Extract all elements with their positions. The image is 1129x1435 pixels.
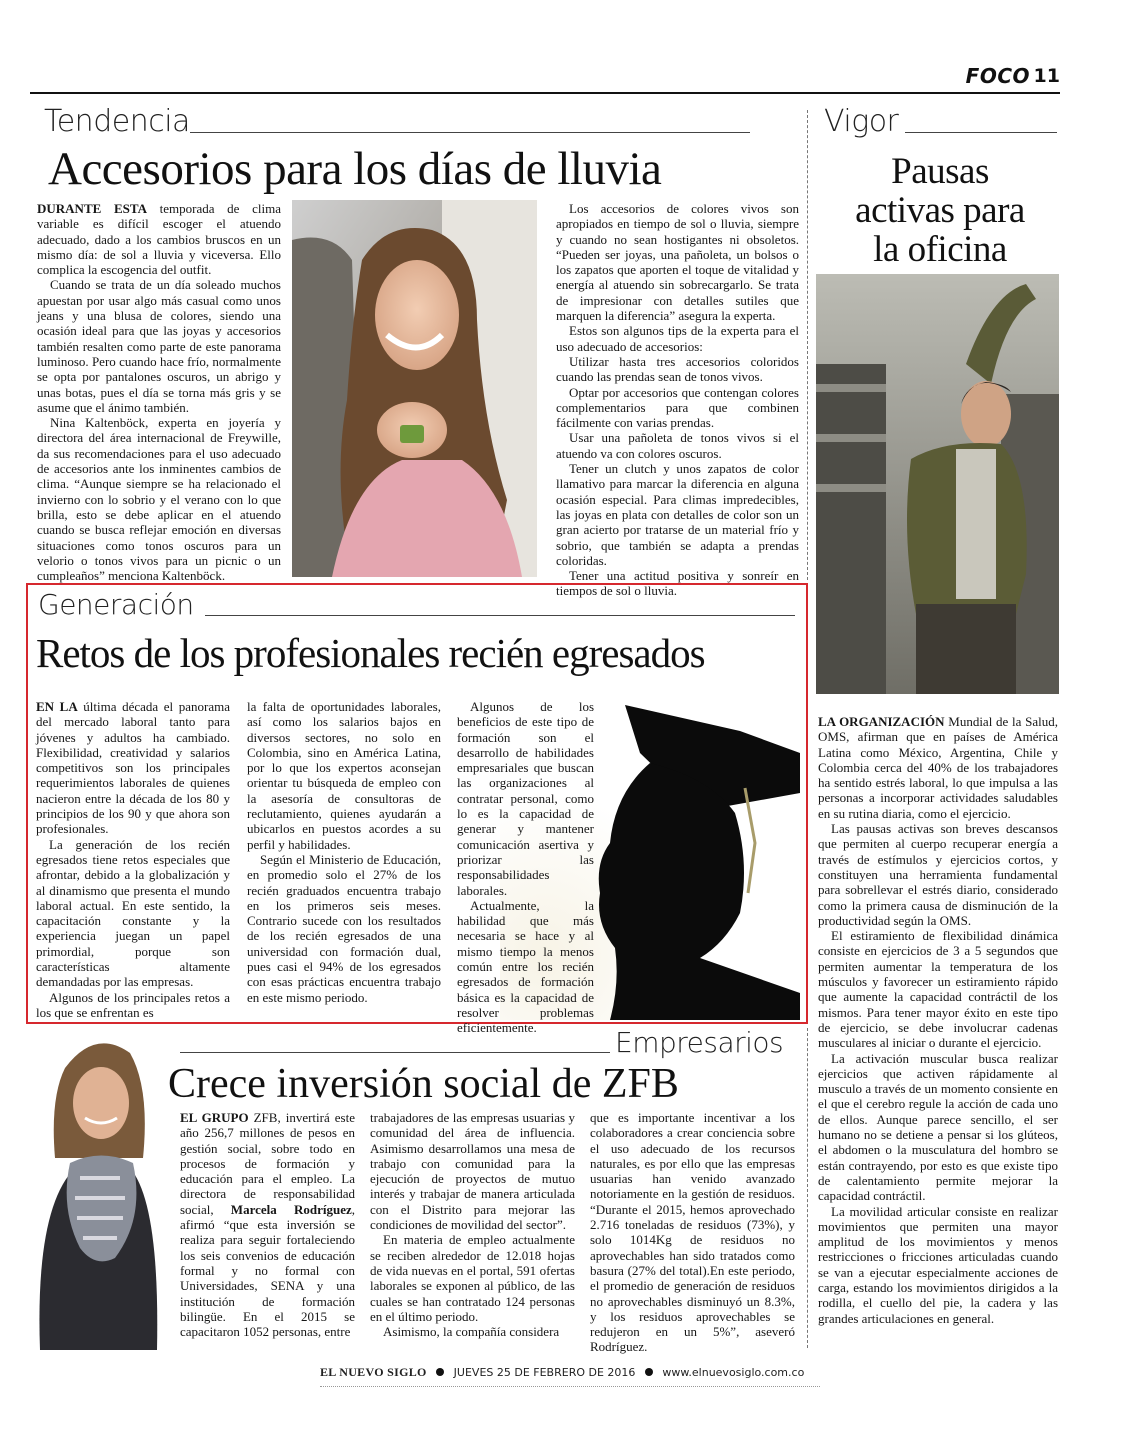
website-link[interactable]: www.elnuevosiglo.com.co: [662, 1366, 805, 1379]
man-stretching-photo: [816, 274, 1059, 694]
kicker-rule: [205, 615, 795, 616]
tendencia-column-2: [556, 201, 799, 599]
paragraph: La activación muscular busca realizar ejercicios que activen rápidamente al musculo a través de un momento consiente en el que el cerebro regule la acción de cada uno de ellos. Aunque parece sencillo, el ser humano no se detiene a pensar si los glúteos, el abdomen o la musculatura del hombro se están contrayendo, por esto es que existe tipo de calentamiento permite mejorar la capacidad contráctil.: [818, 1050, 1058, 1204]
empresarios-column-2: [370, 1110, 575, 1339]
empresarios-column-1: [180, 1110, 355, 1339]
paragraph: que es importante incentivar a los colaboradores a crear conciencia sobre el uso adecuado de los recursos naturales, es por ello que las empresas usuarias han venido avanzado notoriamente en la gestión de residuos. “Durante el 2015, hemos aprovechado 2.716 toneladas de residuos (73%), y solo 1014Kg de residuos no aprovechables han sido tratados como basura (27% del total).En este periodo, el promedio de generación de residuos no aprovechables disminuyó un 8.3%, y los residuos aprovechables se redujeron en un 5%”, aseveró Rodríguez.: [590, 1110, 795, 1355]
paragraph: Optar por accesorios que contengan colores complementarios para que combinen fácilmente con varias prendas.: [556, 384, 799, 431]
paragraph: En materia de empleo actualmente se reciben alrededor de 12.018 hojas de vida nuevas en el portal, 591 ofertas laborales se exponen al público, de las cuales se han contratado 124 personas en el último periodo.: [370, 1232, 575, 1324]
paragraph: Tener un clutch y unos zapatos de color llamativo para marcar la diferencia en alguna ocasión especial. Para climas impredecibles, las joyas en plata con detalles de color son un gran acierto por tratarse de un material frío y sobrio, que también se adapta a prendas coloridas.: [556, 461, 799, 568]
tendencia-headline: Accesorios para los días de lluvia: [48, 143, 662, 195]
paragraph: Asimismo, la compañía considera: [383, 1324, 560, 1340]
paragraph: EN LA última década el panorama del mercado laboral tanto para jóvenes y adultos ha cambiado. Flexibilidad, creatividad y salarios competitivos son los principales requerimientos laborales de quienes nacieron entre la década de los 80 y principios de los 90 y que ahora son profesionales.: [36, 699, 230, 837]
paragraph: LA ORGANIZACIÓN Mundial de la Salud, OMS, afirman que en países de América Latina como México, Argentina, Chile y Colombia cerca del 40% de los trabajadores ha sentido estrés laboral, lo que impulsa a las personas a incorporar actividades saludables en su rutina diaria, como el ejercicio.: [818, 714, 1058, 821]
generacion-kicker: Generación: [38, 588, 194, 621]
paragraph: El estiramiento de flexibilidad dinámica consiste en ejercicios de 3 a 5 segundos que permiten aumentar la temperatura de los músculos y favorecer un estiramiento rápido que aumente la capacidad contráctil de los mismos. Para tener mayor éxito en este tipo de ejercicio, se debe involucrar cadenas musculares al iniciar o durante el ejercicio.: [818, 928, 1058, 1051]
bullet-icon: [436, 1368, 444, 1376]
paragraph: La generación de los recién egresados tiene retos especiales que afrontar, debido a la globalización y al dinamismo que presenta el mundo laboral actual. En este sentido, la capacitación constante y la experiencia juegan un papel primordial, porque son características altamente demandadas por las empresas.: [36, 836, 230, 990]
paragraph: Estos son algunos tips de la experta para el uso adecuado de accesorios:: [556, 323, 799, 354]
page-footer: [320, 1365, 820, 1385]
paragraph: La movilidad articular consiste en realizar movimientos que permiten una mayor amplitud de los movimientos y menos restricciones o fricciones articuladas cuando se van a ejecutar especialmente acciones de carga, estando los movimientos dirigidos a la rodilla, el cuello del pie, la cadera y las grandes articulaciones en general.: [818, 1203, 1058, 1326]
generacion-column-2: [247, 699, 441, 1005]
bullet-icon: [645, 1368, 653, 1376]
paragraph: EL GRUPO ZFB, invertirá este año 256,7 millones de pesos en gestión social, sobre todo en procesos de formación y educación para el empleo. La directora de responsabilidad social, Marcela Rodríguez, afirmó “que esta inversión se realiza para seguir fortaleciendo los seis convenios de educación formal y no formal con Universidades, SENA y una institución de formación bilingüe. En el 2015 se capacitaron 1052 personas, entre: [180, 1110, 355, 1340]
paragraph: la falta de oportunidades laborales, así como los salarios bajos en diversos sectores, no solo en Colombia, sino en América Latina, por lo que los expertos aconsejan orientar tu búsqueda de empleo con la asesoría de consultoras de reclutamiento, quienes ayudarán a ubicarlos en puestos acordes a su perfil y habilidades.: [247, 699, 441, 852]
generacion-headline: Retos de los profesionales recién egresados: [36, 630, 705, 676]
vigor-body: [818, 714, 1058, 1326]
vigor-kicker: Vigor: [824, 104, 899, 139]
kicker-rule: [190, 132, 750, 133]
paragraph: Nina Kaltenböck, experta en joyería y directora del área internacional de Freywille, da sus recomendaciones para el uso adecuado de accesorios ante los inminentes cambios de clima. “Aunque siempre se ha relacionado el invierno con lo sobrio y el verano con lo que brilla, esto se debe aplicar en el atuendo cuando se busca reflejar emoción en diversas situaciones como tonos oscuros para un velorio o tonos vivos para un picnic o un cumpleaños” menciona Kaltenböck.: [37, 415, 281, 584]
paragraph: Algunos de los beneficios de este tipo de formación son el desarrollo de habilidades empresariales que buscan las organizaciones al contratar personal, como lo es la capacidad de generar y mantener comunicación asertiva y priorizar las responsabilidades laborales.: [457, 699, 594, 898]
tendencia-kicker: Tendencia: [44, 104, 190, 139]
paragraph: Tener una actitud positiva y sonreír en tiempos de sol o lluvia.: [556, 568, 799, 599]
paragraph: Usar una pañoleta de tonos vivos si el atuendo va con colores oscuros.: [556, 430, 799, 461]
footer-rule: [320, 1386, 820, 1387]
paragraph: Los accesorios de colores vivos son apropiados en tiempo de sol o lluvia, siempre y cuando no sean hostigantes ni obsoletos. “Pueden ser joyas, una pañoleta, un bolsos o los zapatos que aporten el toque de vitalidad y energía al atuendo sin sobrecargarlo. Se trata de impresionar con detalles sutiles que marquen la diferencia” asegura la experta.: [556, 201, 799, 324]
vigor-headline: Pausas activas para la oficina: [855, 151, 1025, 270]
woman-with-jewelry-photo: [292, 200, 537, 577]
generacion-column-3: [457, 699, 594, 1036]
paragraph: trabajadores de las empresas usuarias y comunidad del área de influencia. Asimismo desarrollamos una mesa de trabajo con comunidad para la ejecución de proyectos de mutuo interés y trabajar de manera articulada con el Distrito para mejorar las condiciones de movilidad del sector”.: [370, 1110, 575, 1233]
newspaper-name: EL NUEVO SIGLO: [320, 1365, 427, 1379]
section-name: FOCO: [965, 64, 1030, 88]
empresarios-column-3: [590, 1110, 795, 1355]
paragraph: DURANTE ESTA temporada de clima variable es difícil escoger el atuendo adecuado, dado a los cambios bruscos en un mismo día: de sol a lluvia y viceversa. Ello complica la escogencia del outfit.: [37, 201, 282, 278]
paragraph: Utilizar hasta tres accesorios coloridos cuando las prendas sean de tonos vivos.: [556, 353, 799, 385]
paragraph: Actualmente, la habilidad que más necesaria se hace y al mismo tiempo la menos común entre los recién egresados de formación básica es la capacidad de resolver problemas eficientemente.: [457, 897, 594, 1036]
empresarios-kicker: Empresarios: [615, 1026, 784, 1059]
paragraph: Las pausas activas son breves descansos que permiten al cuerpo recuperar energía a través de estímulos y ejercicios cortos, y constituyen una herramienta fundamental para sobrellevar el estrés diario, considerado como la primera causa de disminución de la productividad según la OMS.: [818, 821, 1058, 928]
column-divider: [807, 110, 808, 580]
marcela-rodriguez-photo: [35, 1028, 160, 1350]
issue-date: JUEVES 25 DE FEBRERO DE 2016: [453, 1366, 636, 1379]
paragraph: Cuando se trata de un día soleado muchos apuestan por usar algo más casual como unos jeans y una blusa de colores, siendo una ocasión ideal para que las joyas y accesorios también resalten como parte de este panorama luminoso. Pero cuando hace frío, normalmente se opta por pantalones oscuros, un abrigo y unas botas, pues el día se torna más gris y se asume que el ánimo también.: [37, 277, 281, 415]
kicker-rule: [905, 132, 1057, 133]
paragraph: Según el Ministerio de Educación, en promedio solo el 27% de los recién graduados encuentra trabajo en los primeros seis meses. Contrario sucede con los resultados de los recién egresados de una universidad con formación dual, pues casi el 94% de los egresados con esas prácticas encuentra trabajo en este mismo periodo.: [247, 851, 441, 1005]
generacion-column-1: [36, 699, 230, 1020]
page-header: [30, 62, 1060, 94]
kicker-rule: [180, 1052, 610, 1053]
column-divider: [807, 1028, 808, 1348]
page-number: 11: [1033, 65, 1060, 87]
tendencia-column-1: [37, 201, 281, 583]
empresarios-headline: Crece inversión social de ZFB: [168, 1061, 679, 1107]
paragraph: Algunos de los principales retos a los que se enfrentan es: [36, 989, 230, 1020]
